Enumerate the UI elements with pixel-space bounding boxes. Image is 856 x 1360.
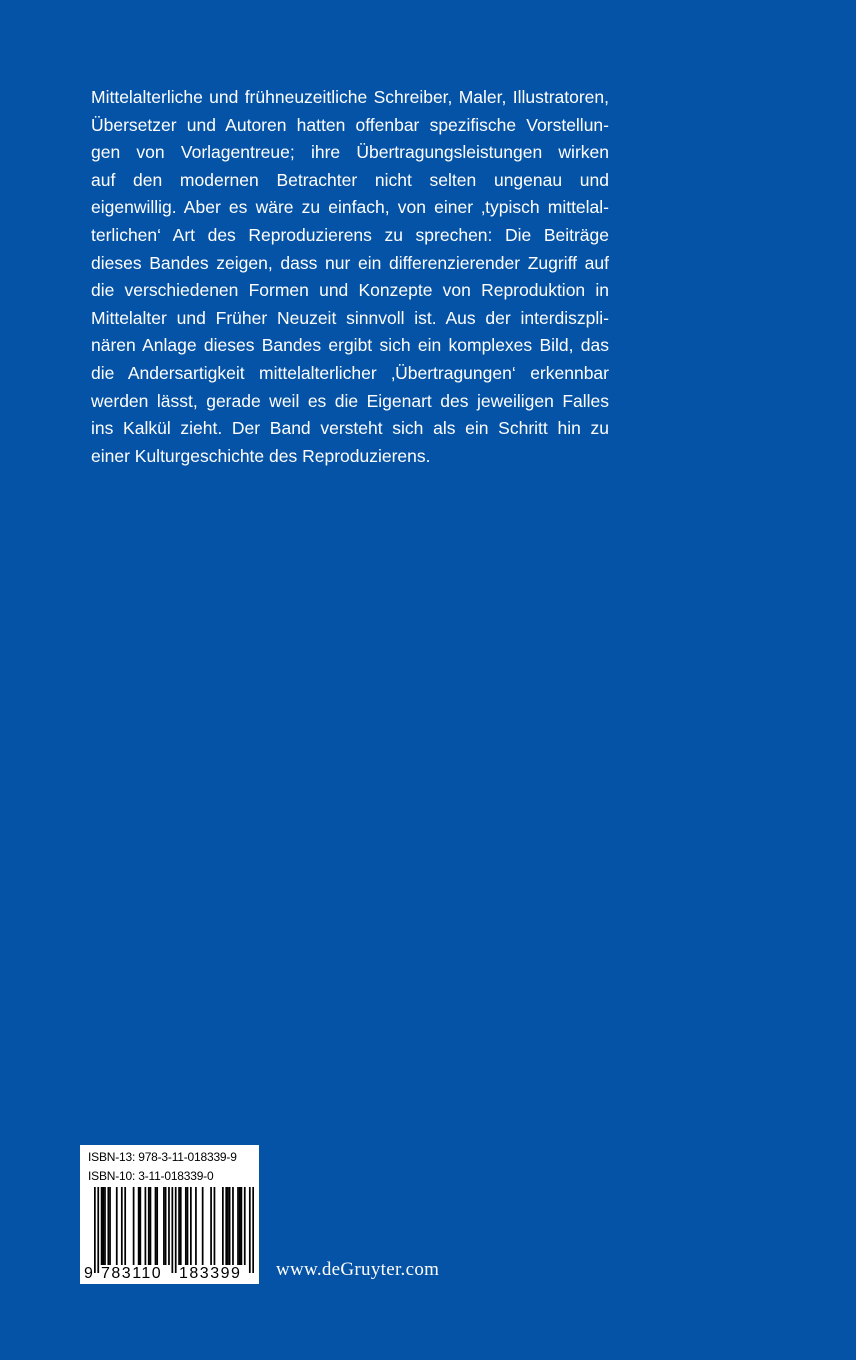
blurb-line: auf den modernen Betrachter nicht selten ungenau und	[91, 169, 609, 190]
back-cover-blurb	[91, 84, 609, 470]
barcode-bar	[116, 1187, 118, 1265]
blurb-line: Mittelalter und Früher Neuzeit sinnvoll ist. Aus der interdiszpli-	[91, 307, 609, 328]
barcode-bar	[239, 1187, 241, 1265]
barcode-bar	[97, 1187, 99, 1273]
barcode-bar	[124, 1187, 126, 1265]
barcode-bar	[165, 1187, 167, 1265]
isbn-barcode	[80, 1145, 259, 1284]
barcode-bar	[150, 1187, 152, 1265]
barcode-bar	[121, 1187, 123, 1265]
barcode-bar	[237, 1187, 239, 1265]
barcode-bar	[101, 1187, 103, 1265]
barcode-bar	[175, 1187, 177, 1273]
barcode-bar	[202, 1187, 204, 1265]
blurb-line: nären Anlage dieses Bandes ergibt sich ein komplexes Bild, das	[91, 335, 609, 356]
barcode-bar	[156, 1187, 158, 1265]
barcode-bar	[229, 1187, 231, 1265]
barcode-bar	[225, 1187, 227, 1265]
blurb-line: gen von Vorlagentreue; ihre Übertragungsleistungen wirken	[91, 142, 609, 163]
barcode-bar	[139, 1187, 141, 1265]
barcode-bar	[185, 1187, 187, 1265]
barcode-bar	[195, 1187, 197, 1265]
blurb-line: dieses Bandes zeigen, dass nur ein differenzierender Zugriff auf	[91, 252, 609, 273]
blurb-line: terlichen‘ Art des Reproduzierens zu sprechen: Die Beiträge	[91, 224, 609, 245]
barcode-digits	[80, 1265, 259, 1283]
barcode-bar	[232, 1187, 234, 1265]
barcode-bar	[107, 1187, 109, 1265]
barcode-bar	[227, 1187, 229, 1265]
barcode-bar	[109, 1187, 111, 1265]
barcode-bar	[104, 1187, 106, 1265]
barcode-bar	[222, 1187, 224, 1265]
blurb-line: werden lässt, gerade weil es die Eigenart des jeweiligen Falles	[91, 390, 609, 411]
barcode-bar	[214, 1187, 216, 1265]
barcode-bar	[252, 1187, 254, 1273]
barcode-bar	[249, 1187, 251, 1273]
blurb-line: Übersetzer und Autoren hatten offenbar spezifische Vorstellun-	[91, 114, 609, 135]
barcode-digits-left: 783110	[101, 1265, 163, 1282]
isbn-10-label: ISBN-10: 3-11-018339-0	[88, 1169, 214, 1183]
blurb-line: eigenwillig. Aber es wäre zu einfach, von einer ‚typisch mittelal-	[91, 197, 609, 218]
barcode-bar	[163, 1187, 165, 1265]
barcode-digits-right: 183399	[179, 1265, 242, 1282]
barcode-bar	[241, 1187, 243, 1265]
barcode-bar	[133, 1187, 135, 1265]
barcode-bar	[138, 1187, 140, 1265]
barcode-bar	[244, 1187, 246, 1265]
blurb-line: ins Kalkül zieht. Der Band versteht sich als ein Schritt hin zu	[91, 418, 609, 439]
barcode-bar	[180, 1187, 182, 1265]
blurb-line: Mittelalterliche und frühneuzeitliche Schreiber, Maler, Illustratoren,	[91, 87, 609, 107]
barcode-bar	[102, 1187, 104, 1265]
isbn-13-label: ISBN-13: 978-3-11-018339-9	[88, 1150, 237, 1164]
barcode-bar	[94, 1187, 96, 1273]
barcode-bars	[94, 1187, 254, 1273]
barcode-bar	[210, 1187, 212, 1265]
blurb-line: die verschiedenen Formen und Konzepte von Reproduktion in	[91, 280, 609, 301]
barcode-bar	[171, 1187, 173, 1273]
barcode-digit-first: 9	[84, 1265, 93, 1282]
barcode-bar	[178, 1187, 180, 1265]
barcode-bar	[148, 1187, 150, 1265]
barcode-bar	[168, 1187, 170, 1265]
barcode-bar	[190, 1187, 192, 1265]
barcode-bar	[155, 1187, 157, 1265]
blurb-line: einer Kulturgeschichte des Reproduzierens.	[91, 445, 431, 466]
barcode-bar	[145, 1187, 147, 1265]
blurb-line: die Andersartigkeit mittelalterlicher ‚Übertragungen‘ erkennbar	[91, 362, 609, 383]
barcode-bar	[187, 1187, 189, 1265]
publisher-website: www.deGruyter.com	[276, 1259, 440, 1280]
